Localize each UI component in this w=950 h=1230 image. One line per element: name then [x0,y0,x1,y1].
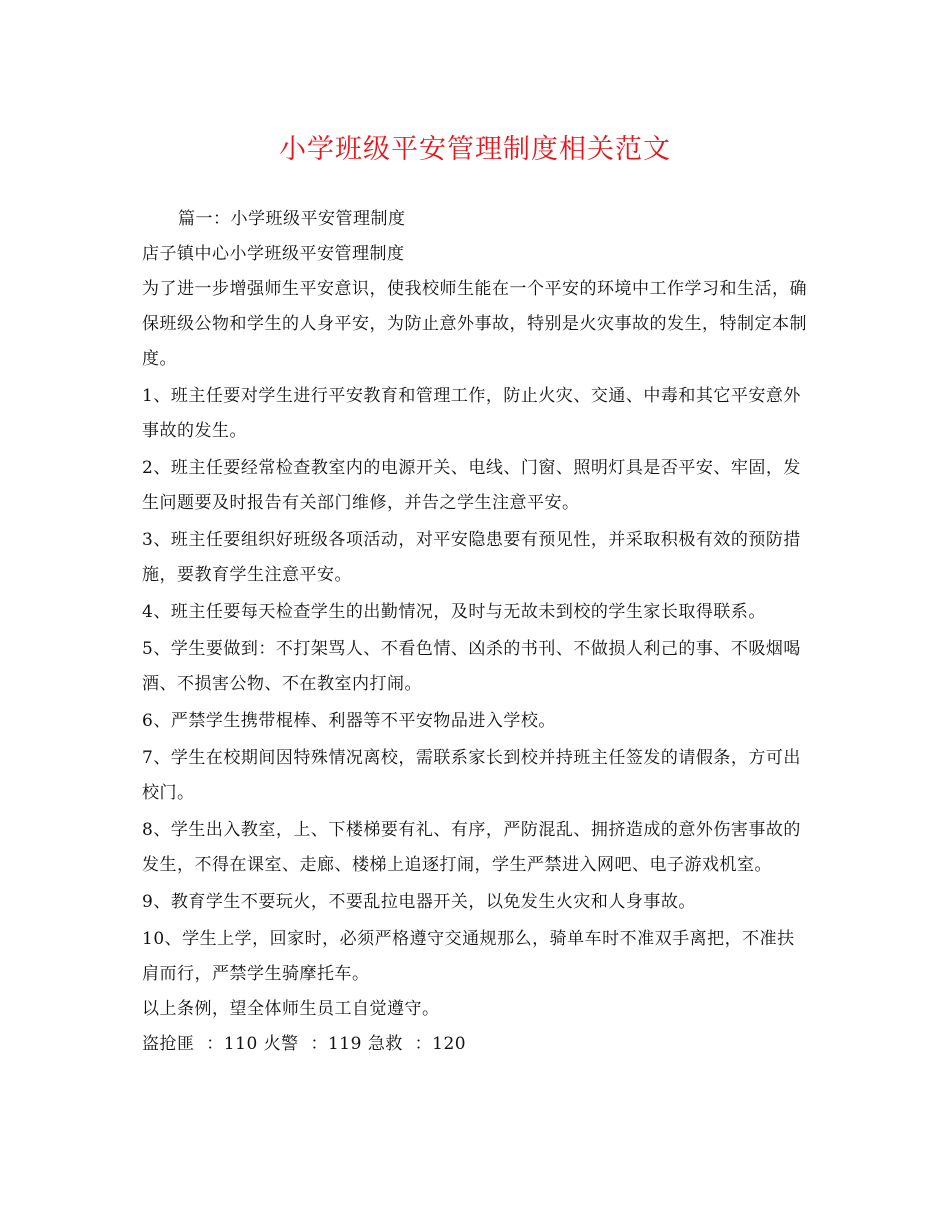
document-subtitle: 店子镇中心小学班级平安管理制度 [142,244,405,264]
rule-item: 8、学生出入教室，上、下楼梯要有礼、有序，严防混乱、拥挤造成的意外伤害事故的发生，不得在课室、走廊、楼梯上追逐打闹，学生严禁进入网吧、电子游戏机室。 [142,820,801,875]
hotline-numbers: 盗抢匪 ：110 火警 ：119 急救 ：120 [142,1034,467,1054]
rule-item: 3、班主任要组织好班级各项活动，对平安隐患要有预见性，并采取积极有效的预防措施，要教育学生注意平安。 [142,530,801,585]
section-heading: 篇一：小学班级平安管理制度 [178,209,406,229]
rule-item: 7、学生在校期间因特殊情况离校，需联系家长到校并持班主任签发的请假条，方可出校门。 [142,748,801,803]
page-title: 小学班级平安管理制度相关范文 [279,134,671,165]
rule-item: 10、学生上学，回家时，必须严格遵守交通规那么，骑单车时不准双手离把，不准扶肩而行，严禁学生骑摩托车。 [142,929,795,984]
rule-item: 9、教育学生不要玩火，不要乱拉电器开关，以免发生火灾和人身事故。 [142,892,696,912]
document-body [142,202,812,1062]
rule-item: 4、班主任要每天检查学生的出勤情况，及时与无故未到校的学生家长取得联系。 [142,602,766,622]
rule-item: 1、班主任要对学生进行平安教育和管理工作，防止火灾、交通、中毒和其它平安意外事故的发生。 [142,386,801,441]
intro-paragraph: 为了进一步增强师生平安意识，使我校师生能在一个平安的环境中工作学习和生活，确保班级公物和学生的人身平安，为防止意外事故，特别是火灾事故的发生，特制定本制度。 [142,279,807,369]
rule-item: 5、学生要做到：不打架骂人、不看色情、凶杀的书刊、不做损人利己的事、不吸烟喝酒、不损害公物、不在教室内打闹。 [142,639,801,694]
closing-line: 以上条例，望全体师生员工自觉遵守。 [142,999,440,1019]
rule-item: 2、班主任要经常检查教室内的电源开关、电线、门窗、照明灯具是否平安、牢固，发生问题要及时报告有关部门维修，并告之学生注意平安。 [142,458,801,513]
rule-item: 6、严禁学生携带棍棒、利器等不平安物品进入学校。 [142,711,556,731]
